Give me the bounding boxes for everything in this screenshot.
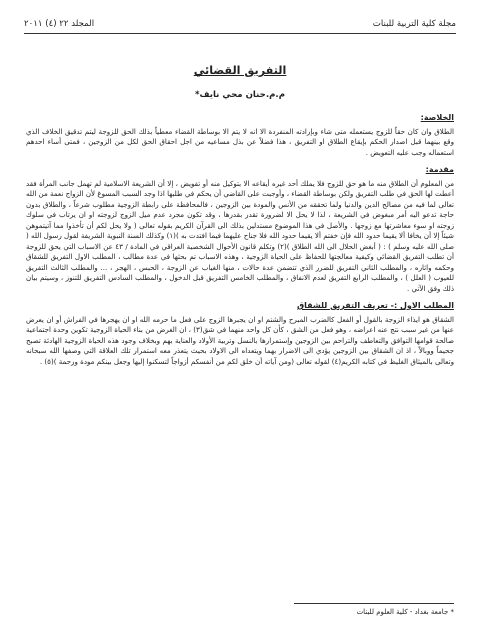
author-affiliation-footnote: * جامعة بغداد - كلية العلوم للبنات	[356, 608, 454, 616]
journal-name: مجلة كلية التربية للبنات	[372, 19, 456, 29]
footnote-divider	[294, 603, 454, 604]
article-body	[26, 113, 454, 367]
article-author: م.م.حنان محي نايف*	[195, 90, 285, 100]
abstract-text: الطلاق وان كان حقاً للزوج يستعمله متى شاء وبإرادته المنفردة الا انه لا يتم الا بوساطة القضاء معطياً بذلك الحق للزوجة ليتم تدقيق الخلاف الذي وقع بينهما قبل اصدار الحكم بإيقاع الطلاق او التفريق ، هذا فضلاً عن بذل مساعيه من اجل احقاق الحق لكل من الزوجين ، فمتى أساء احدهم استعماله وجب عليه التعويض .	[26, 126, 454, 157]
article-title: التفريق القضائي	[193, 64, 287, 77]
intro-text: من المعلوم أن الطلاق منه ما هو حق للزوج فلا يملك أحد غيره أيقاعه الا بتوكيل منه أو تفويض ، إلا أن الشريعة الاسلامية لم تهمل جانب المرأة فقد أعطت لها الحق في طلب التفريق ولكن بوساطة القضاء ، وأوجبت على القاضي أن يحكم في طلبها اذا وجد السبب المسوغ لأن الزواج نعمة من الله تعالى لما فيه من مصالح الدين والدنيا ولما تحققه من الأنس والمودة بين الزوجين ، فالمحافظة على رابطة الزوجية مطلوب شرعاً ، والطلاق بدون حاجة تدعو اليه أمر مبغوض في الشريعة ، لذا لا يحل الا لضرورة تقدر بقدرها ، وقد تكون مجرد عدم ميل الزوج لزوجته او ان يرتاب في سلوك زوجته او سوء معاشرتها مع زوجها . والأصل في هذا الموضوع مستدلين بذلك الى القرآن الكريم بقوله تعالى ( ولا يحل لكم أن تأخذوا مما آتيتموهن شيئاً إلا أن يخافا ألا يقيما حدود الله فإن خفتم ألا يقيما حدود الله فلا جناح عليهما فيما افتدت به )(١) وكذلك السنة النبوية الشريفة لقول رسول الله ( صلى الله عليه وسلم ) : ( أبغض الحلال الى الله الطلاق )(٢) وتكلم قانون الأحوال الشخصية العراقي في المادة / ٤٣ عن الاسباب التي يحق للزوجة أن تطلب التفريق القضائي وكيفية معالجتها للحفاظ على الحياة الزوجية ، وهذه الاسباب تم بحثها في عدة مطالب ، المطلب الاول التفريق للشقاق وحكمه واثاره ، والمطلب الثاني التفريق للضرر الذي تتضمن عدة حالات ، منها الغياب عن الزوجة ، الحبس ، الهجر ، ... والمطلب الثالث التفريق للعيوب ( العلل ) ، والمطلب الرابع التفريق لعدم الانفاق ، والمطلب الخامس التفريق قبل الدخول ، والمطلب السادس التفريق للتنوز ، وسيتم بيان ذلك وفق الآتي .	[26, 178, 454, 293]
intro-heading: مقدمة:	[425, 165, 454, 174]
running-head	[24, 17, 456, 31]
header-divider	[24, 33, 456, 34]
section1-heading: المطلب الاول :- تعريف التفريق للشقاق	[296, 301, 454, 310]
volume-issue: المجلد ٢٢ (٤) ٢٠١١	[24, 19, 95, 29]
section1-text: الشقاق هو ايذاء الزوجة بالقول أو الفعل كالضرب المبرح والشتم او ان يجبرها الزوج على فعل ما حرمه الله او ان يهجرها في الفراش أو ان يعرض عنها من غير سبب نتج عنه اعراضه ، وهو فعل من الشق ، كأن كل واحد منهما في شق(٣) ، ان الغرض من بناء الحياة الزوجية تكوين وحدة اجتماعية صالحة قوامها التوافق والتعاطف والتراحم بين الزوجين وإستمرارها بالنسل وتربية الأولاد والعناية بهم وبخلاف وجود هذه الحياة الزوجية الهادئة تصبح جحيماً ووبالاً ، اذ ان الشقاق بين الزوجين يؤدي الى الاضرار بهما ويتعداه الى الاولاد بحيث يتعذر معه استمرار تلك العلاقة التي وصفها الله سبحانه وتعالى بالميثاق الغليظ في كتابه الكريم(٤) لقوله تعالى (ومن آياته أن خلق لكم من أنفسكم أزواجاً لتسكنوا إليها وجعل بينكم مودة ورحمة )(٥) .	[26, 314, 454, 366]
abstract-heading: الخلاصة:	[420, 113, 454, 122]
